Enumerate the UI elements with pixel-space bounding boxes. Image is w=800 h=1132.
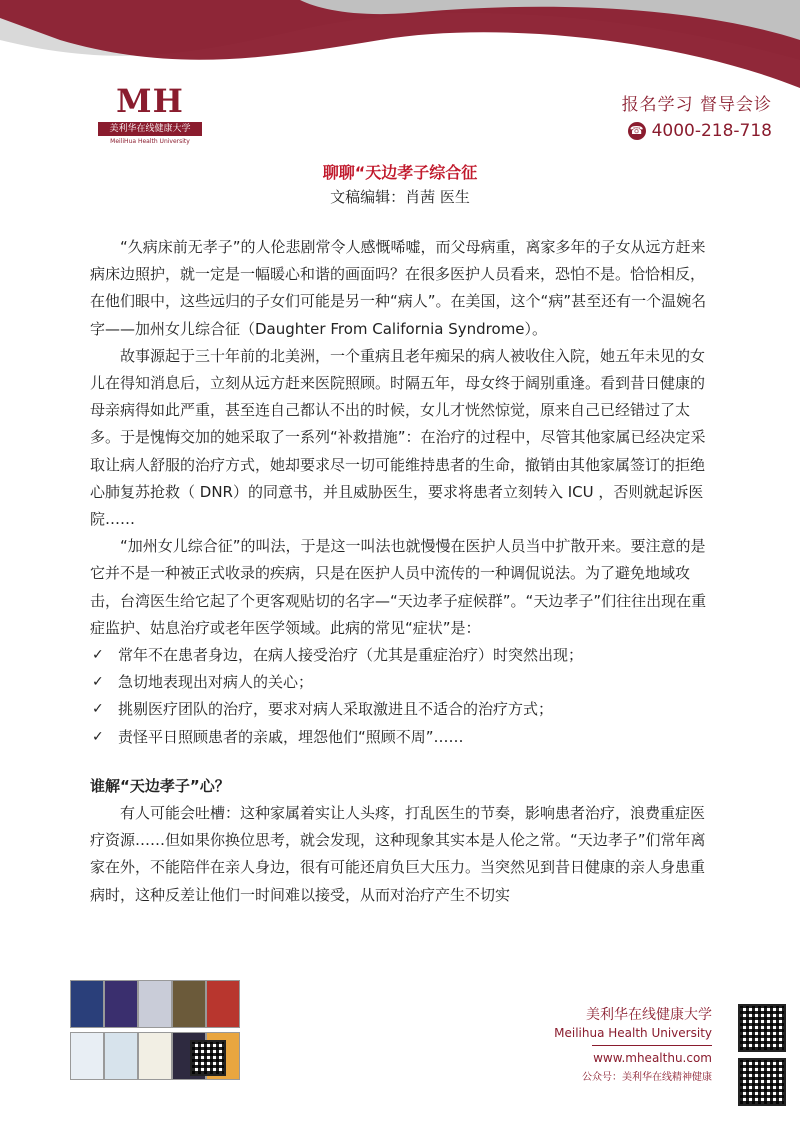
- check-icon: ✓: [92, 701, 104, 718]
- page-header: [0, 0, 800, 160]
- qr-code-icon: [738, 1058, 786, 1106]
- check-icon: ✓: [92, 647, 104, 664]
- logo-ribbon: 美利华在线健康大学: [98, 122, 202, 136]
- phone-icon: ☎: [628, 122, 646, 140]
- header-slogan: 报名学习 督导会诊: [621, 95, 772, 115]
- list-item: ✓ 急切地表现出对病人的关心；: [90, 669, 712, 696]
- footer-university-en: Meilihua Health University: [554, 1026, 712, 1040]
- logo-monogram: MH: [116, 82, 184, 120]
- paragraph: 有人可能会吐槽：这种家属着实让人头疼，打乱医生的节奏，影响患者治疗，浪费重症医疗资源……但如果你换位思考，就会发现，这种现象其实本是人伦之常。“天边孝子”们常年离家在外，不能陪伴在亲人身边，很有可能还肩负巨大压力。当突然见到昔日健康的亲人身患重病时，这种反差让他们一时间难以接受，从而对治疗产生不切实: [90, 804, 706, 904]
- article-body: [90, 234, 712, 909]
- paragraph: “久病床前无孝子”的人伦悲剧常令人感慨唏嘘，而父母病重，离家多年的子女从远方赶来病床边照护，就一定是一幅暖心和谐的画面吗？在很多医护人员看来，恐怕不是。恰恰相反，在他们眼中，这些远归的子女们可能是另一种“病人”。在美国，这个“病”甚至还有一个温婉名字——加州女儿综合征（Daughter From California Syndrome）。: [90, 238, 707, 338]
- paragraph: “加州女儿综合征”的叫法，于是这一叫法也就慢慢在医护人员当中扩散开来。要注意的是它并不是一种被正式收录的疾病，只是在医护人员中流传的一种调侃说法。为了避免地域攻击，台湾医生给它起了个更客观贴切的名字—“天边孝子症候群”。“天边孝子”们往往出现在重症监护、姑息治疗或老年医学领域。此病的常见“症状”是：: [90, 537, 707, 637]
- logo-subtext: MeiliHua Health University: [110, 138, 190, 145]
- article-byline: 文稿编辑：肖茜 医生: [330, 188, 470, 206]
- section-heading: 谁解“天边孝子”心？: [90, 776, 230, 795]
- list-item: ✓ 常年不在患者身边，在病人接受治疗（尤其是重症治疗）时突然出现；: [90, 642, 712, 669]
- paragraph: 故事源起于三十年前的北美洲，一个重病且老年痴呆的病人被收住入院，她五年未见的女儿在得知消息后，立刻从远方赶来医院照顾。时隔五年，母女终于阔别重逢。看到昔日健康的母亲病得如此严重，甚至连自己都认不出的时候，女儿才恍然惊觉，原来自己已经错过了太多。于是愧悔交加的她采取了一系列“补救措施”：在治疗的过程中，尽管其他家属已经决定采取让病人舒服的治疗方式，她却要求尽一切可能维持患者的生命，撤销由其他家属签订的拒绝心肺复苏抢救（ DNR）的同意书，并且威胁医生，要求将患者立刻转入 ICU ，否则就起诉医院……: [90, 346, 706, 529]
- page-footer: [0, 970, 800, 1132]
- qr-code-icon: [738, 1004, 786, 1052]
- phone-number: 4000-218-718: [651, 121, 772, 141]
- footer-wechat: 公众号：美利华在线精神健康: [582, 1072, 712, 1083]
- footer-url: www.mhealthu.com: [593, 1051, 712, 1065]
- university-logo: [98, 80, 202, 156]
- list-item: ✓ 挑剔医疗团队的治疗，要求对病人采取激进且不适合的治疗方式；: [90, 696, 712, 723]
- list-item: ✓ 责怪平日照顾患者的亲戚，埋怨他们“照顾不周”……: [90, 724, 712, 751]
- footer-university-cn: 美利华在线健康大学: [586, 1007, 712, 1023]
- symptom-list: [90, 642, 712, 751]
- qr-code-icon: [190, 1040, 226, 1076]
- footer-divider: [592, 1045, 712, 1046]
- check-icon: ✓: [92, 674, 104, 691]
- header-contact: [622, 90, 772, 141]
- check-icon: ✓: [92, 728, 104, 745]
- footer-info: [554, 1004, 712, 1083]
- phone-row: [622, 121, 772, 141]
- article-title: 聊聊“天边孝子综合征: [322, 163, 478, 182]
